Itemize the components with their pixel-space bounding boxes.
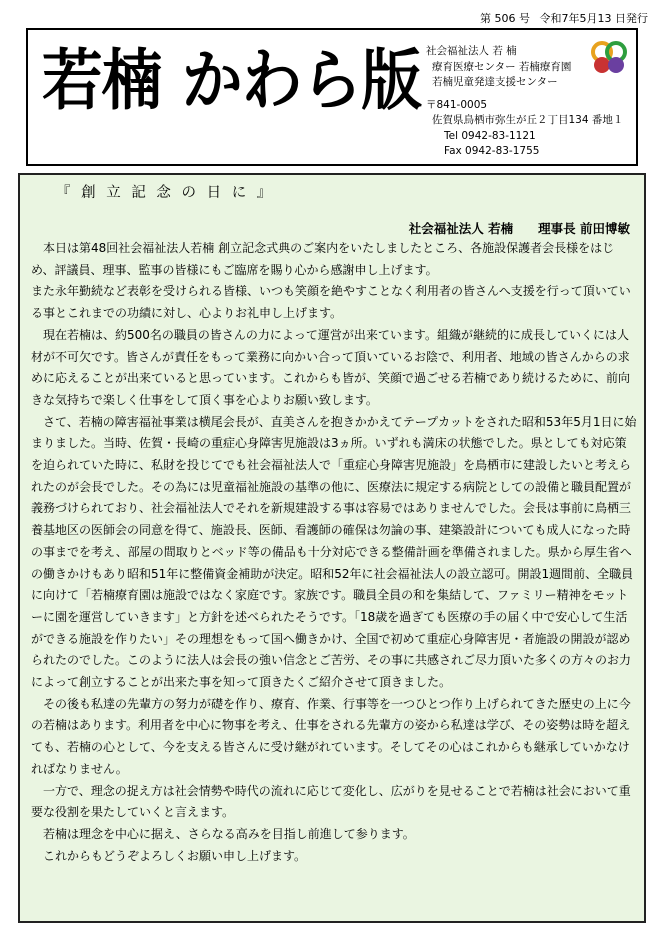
- org-name: 社会福祉法人 若 楠: [426, 45, 517, 57]
- address: 佐賀県鳥栖市弥生が丘２丁目134 番地１: [432, 114, 624, 126]
- paragraph: 現在若楠は、約500名の職員の皆さんの力によって運営が出来ています。組織が継続的に成長していくには人材が不可欠です。皆さんが責任をもって業務に向かい合って頂いているお陰で、利用者、地域の皆さんからの求めに応えることが出来ていると思っています。これからも皆が、笑顔で過ごせる若楠であり続けるために、前向きな気持ちで楽しく仕事をして頂く事を心よりお願い致します。: [31, 327, 631, 407]
- article-body: [31, 238, 637, 867]
- article-box: [18, 173, 646, 923]
- postal-code: 〒841-0005: [426, 98, 488, 111]
- paragraph: その後も私達の先輩方の努力が礎を作り、療育、作業、行事等を一つひとつ作り上げられてきた歴史の上に今の若楠はあります。利用者を中心に物事を考え、仕事をされる先輩方の姿から私達は学び、その姿勢は時を超えても、若楠の心として、今を支える皆さんに受け継がれています。そしてその心はこれからも継承していかなければなりません。: [31, 696, 631, 776]
- paragraph: これからもどうぞよろしくお願い申し上げます。: [43, 848, 307, 863]
- facility-2: 若楠児童発達支援センター: [432, 76, 558, 88]
- paragraph: 本日は第48回社会福祉法人若楠 創立記念式典のご案内をいたしましたところ、各施設保護者会長様をはじめ、評議員、理事、監事の皆様にもご臨席を賜り心から感謝申し上げます。: [31, 241, 615, 277]
- paragraph: 一方で、理念の捉え方は社会情勢や時代の流れに応じて変化し、広がりを見せることで若楠は社会において重要な役割を果たしていくと言えます。: [31, 783, 631, 820]
- article-heading: 『 創 立 記 念 の 日 に 』: [56, 185, 275, 201]
- paragraph: 若楠は理念を中心に据え、さらなる高みを目指し前進して参ります。: [43, 826, 415, 841]
- organization-info: [426, 44, 623, 160]
- paragraph: また永年勤続など表彰を受けられる皆様、いつも笑顔を絶やすことなく利用者の皆さんへ支援を行って頂いている事とこれまでの功績に対し、心よりお礼申し上げます。: [31, 284, 631, 321]
- masthead: [26, 28, 638, 166]
- issue-line: [474, 10, 648, 26]
- paragraph: さて、若楠の障害福祉事業は横尾会長が、直美さんを抱きかかえてテープカットをされた昭和53年5月1日に始まりました。当時、佐賀・長崎の重症心身障害児施設は3ヵ所。いずれも満床の状態でした。県としても対応策を迫られていた時に、私財を投じてでも社会福祉法人で「重症心身障害児施設」を鳥栖市に建設したいと考えられたのが会長でした。その為には児童福祉施設の基準の他に、医療法に規定する病院としての設備と職員配置が義務づけられており、社会福祉法人でそれを新規建設する事は容易ではありませんでした。会長は事前に鳥栖三養基地区の医師会の同意を得て、施設長、医師、看護師の確保は勿論の事、建築設計についても成人になった時の事までを考え、部屋の間取りとベッド等の備品も十分対応できる整備計画を準備されました。県から厚生省への働きかけもあり昭和51年に整備資金補助が決定。昭和52年に社会福祉法人の設立認可。開設1週間前、全職員に向けて「若楠療育園は施設ではなく家庭です。家族です。職員全員の和を集結して、ファミリー精神をモットーに園を運営していきます」と方針を述べられたそうです。「18歳を過ぎても医療の手の届く中で安心して生活ができる施設を作りたい」その理想をもって国へ働きかけ、全国で初めて重症心身障害児・者施設の開設が認められたのでした。このように法人は会長の強い信念とご苦労、その事に共感されご尽力頂いた多くの方々のお力によって創立することが出来た事を知って頂きたくご紹介させて頂きました。: [31, 414, 637, 690]
- newsletter-title: 若楠 かわら版: [42, 42, 422, 119]
- fax: Fax 0942-83-1755: [444, 145, 540, 157]
- article-author: 社会福祉法人 若楠 理事長 前田博敏: [408, 221, 630, 236]
- issue-date: 令和7年5月13 日発行: [539, 12, 648, 25]
- issue-number: 第 506 号: [480, 12, 530, 25]
- telephone: Tel 0942-83-1121: [444, 129, 536, 142]
- facility-1: 療育医療センター 若楠療育園: [432, 60, 572, 73]
